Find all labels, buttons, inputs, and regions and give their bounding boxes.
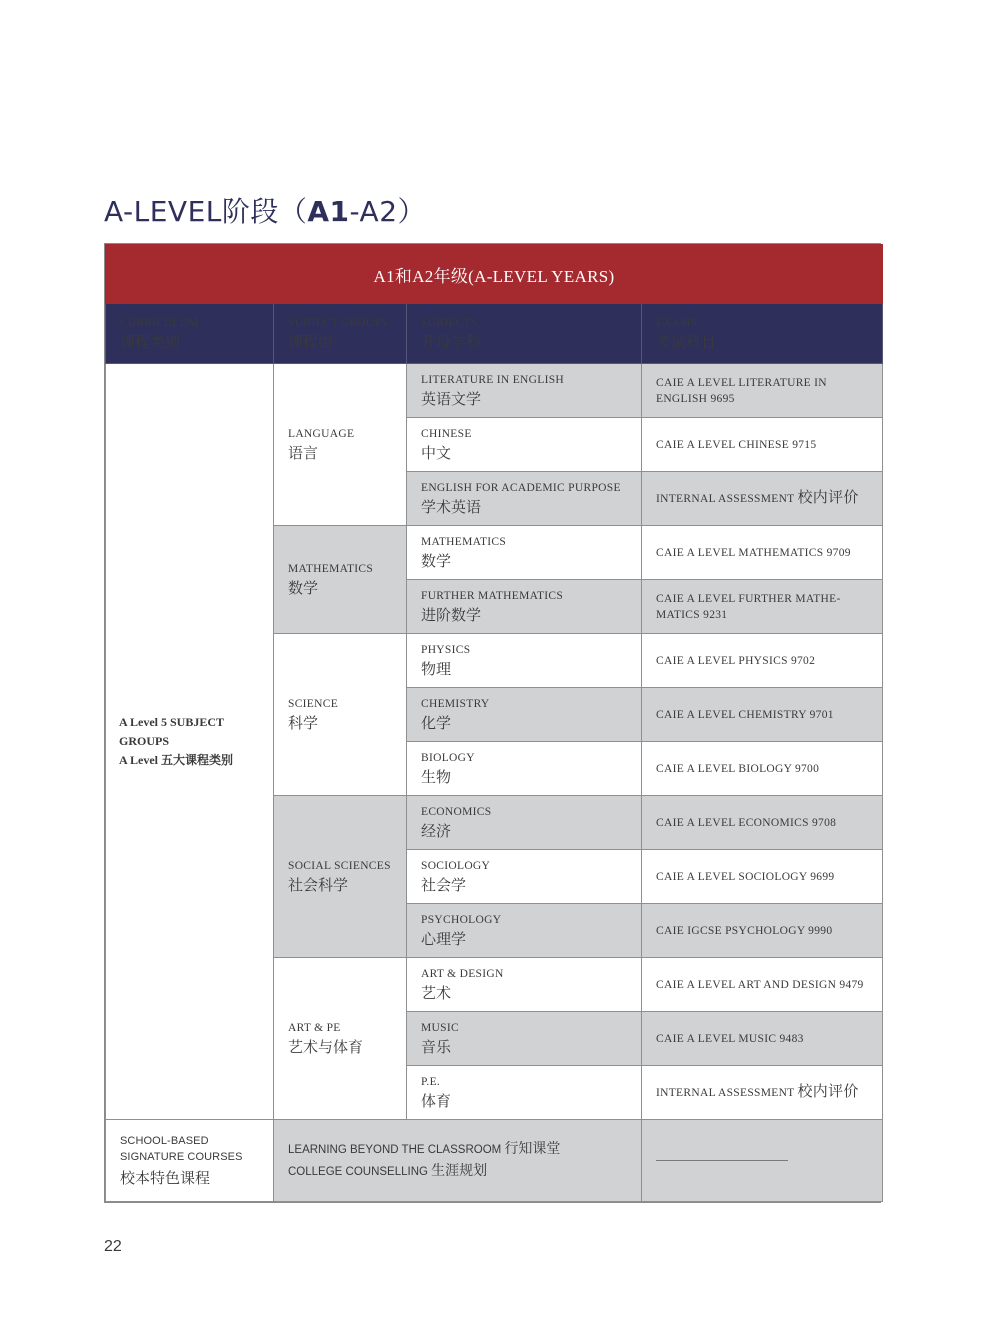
subject-zh: 学术英语: [421, 499, 482, 516]
group-zh: 数学: [288, 580, 319, 597]
table-banner-row: [106, 245, 883, 304]
curriculum-table: [104, 243, 881, 1203]
subject-en: LITERATURE IN ENGLISH: [421, 373, 565, 386]
page-title: [104, 190, 426, 230]
subject-en: PSYCHOLOGY: [421, 913, 502, 926]
subject-zh: 体育: [421, 1093, 452, 1110]
exam-zh: 校内评价: [797, 1084, 859, 1100]
exam-text: CAIE A LEVEL CHEMISTRY 9701: [656, 708, 834, 721]
exam-text: CAIE A LEVEL PHYSICS 9702: [656, 654, 816, 667]
exam-cell: [642, 472, 883, 526]
subject-cell: [407, 1066, 642, 1120]
subject-en: MATHEMATICS: [421, 535, 507, 548]
subject-en: FURTHER MATHEMATICS: [421, 589, 564, 602]
subject-zh: 心理学: [421, 931, 467, 948]
subject-en: PHYSICS: [421, 643, 471, 656]
subject-zh: 音乐: [421, 1039, 452, 1056]
subject-en: CHINESE: [421, 427, 472, 440]
signature-course-en: COLLEGE COUNSELLING: [288, 1165, 428, 1178]
subject-cell: [407, 526, 642, 580]
title-prefix: A-LEVEL阶段（: [104, 195, 308, 228]
subject-cell: [407, 364, 642, 418]
column-header-subjects: [407, 304, 642, 364]
exam-text: INTERNAL ASSESSMENT: [656, 1087, 795, 1099]
group-cell-art-pe: [274, 958, 407, 1120]
exam-cell: [642, 526, 883, 580]
subject-zh: 数学: [421, 553, 452, 570]
exam-cell: [642, 958, 883, 1012]
subject-cell: [407, 418, 642, 472]
subject-cell: [407, 472, 642, 526]
exam-text: CAIE A LEVEL CHINESE 9715: [656, 438, 817, 451]
signature-exam-cell: [642, 1120, 883, 1202]
group-en: ART & PE: [288, 1021, 341, 1034]
page-number: 22: [104, 1238, 122, 1255]
exam-text: CAIE A LEVEL SOCIOLOGY 9699: [656, 870, 835, 883]
column-header-curriculum: [106, 304, 274, 364]
signature-course-item: [288, 1161, 627, 1183]
exam-text: INTERNAL ASSESSMENT: [656, 493, 795, 505]
subject-zh: 艺术: [421, 985, 452, 1002]
subject-cell: [407, 634, 642, 688]
exam-text: CAIE A LEVEL ART AND DESIGN 9479: [656, 978, 864, 991]
signature-curriculum-cell: [106, 1120, 274, 1202]
column-header-row: [106, 304, 883, 364]
header-en: SUBJECT GROUPS: [288, 316, 388, 329]
subject-cell: [407, 1012, 642, 1066]
exam-cell: [642, 580, 883, 634]
subject-en: ECONOMICS: [421, 805, 492, 818]
empty-dash-line: [656, 1160, 788, 1161]
curriculum-line: GROUPS: [119, 734, 170, 748]
exam-cell: [642, 1066, 883, 1120]
header-zh: 开设学科: [421, 334, 482, 351]
subject-cell: [407, 580, 642, 634]
exam-text: CAIE A LEVEL FURTHER MATHE-MATICS 9231: [656, 592, 841, 621]
signature-curriculum-en: SCHOOL-BASED: [120, 1135, 209, 1147]
subject-en: ART & DESIGN: [421, 967, 504, 980]
subject-cell: [407, 904, 642, 958]
header-en: SUBJECTS: [421, 316, 478, 329]
exam-cell: [642, 418, 883, 472]
group-zh: 社会科学: [288, 877, 349, 894]
subject-zh: 社会学: [421, 877, 467, 894]
exam-cell: [642, 1012, 883, 1066]
title-suffix: -A2）: [349, 195, 427, 228]
group-zh: 语言: [288, 445, 319, 462]
exam-cell: [642, 796, 883, 850]
exam-text: CAIE A LEVEL LITERATURE IN ENGLISH 9695: [656, 376, 827, 405]
exam-text: CAIE IGCSE PSYCHOLOGY 9990: [656, 924, 833, 937]
subject-en: SOCIOLOGY: [421, 859, 491, 872]
exam-cell: [642, 634, 883, 688]
exam-cell: [642, 904, 883, 958]
subject-cell: [407, 850, 642, 904]
subject-cell: [407, 688, 642, 742]
curriculum-line: A Level 5 SUBJECT: [119, 715, 225, 729]
subject-cell: [407, 742, 642, 796]
header-en: CURRICULUM: [120, 316, 199, 329]
title-bold: A1: [307, 195, 350, 228]
subject-zh: 化学: [421, 715, 452, 732]
signature-course-zh: 生涯规划: [431, 1163, 488, 1179]
table-row: [106, 364, 883, 418]
header-zh: 考试科目: [656, 334, 717, 351]
exam-text: CAIE A LEVEL BIOLOGY 9700: [656, 762, 820, 775]
table-banner: A1和A2年级(A-LEVEL YEARS): [106, 245, 883, 304]
group-cell-science: [274, 634, 407, 796]
group-zh: 科学: [288, 715, 319, 732]
signature-courses-row: [106, 1120, 883, 1202]
subject-cell: [407, 958, 642, 1012]
group-en: MATHEMATICS: [288, 562, 374, 575]
column-header-subject-groups: [274, 304, 407, 364]
subject-zh: 进阶数学: [421, 607, 482, 624]
exam-cell: [642, 742, 883, 796]
curriculum-label: [119, 713, 259, 770]
subject-cell: [407, 796, 642, 850]
header-zh: 课程组: [288, 334, 334, 351]
subject-zh: 经济: [421, 823, 452, 840]
signature-course-en: LEARNING BEYOND THE CLASSROOM: [288, 1143, 502, 1156]
curriculum-cell: [106, 364, 274, 1120]
subject-en: CHEMISTRY: [421, 697, 490, 710]
signature-curriculum-en: SIGNATURE COURSES: [120, 1151, 243, 1163]
exam-text: CAIE A LEVEL ECONOMICS 9708: [656, 816, 837, 829]
subject-en: ENGLISH FOR ACADEMIC PURPOSE: [421, 481, 621, 494]
subject-zh: 生物: [421, 769, 452, 786]
signature-courses-cell: [274, 1120, 642, 1202]
signature-course-zh: 行知课堂: [504, 1141, 561, 1157]
group-cell-social-sciences: [274, 796, 407, 958]
exam-cell: [642, 688, 883, 742]
exam-text: CAIE A LEVEL MUSIC 9483: [656, 1032, 804, 1045]
subject-en: P.E.: [421, 1075, 441, 1088]
signature-curriculum-zh: 校本特色课程: [120, 1171, 211, 1187]
curriculum-line: A Level 五大课程类别: [119, 753, 233, 767]
group-en: SCIENCE: [288, 697, 339, 710]
subject-zh: 英语文学: [421, 391, 482, 408]
group-cell-language: [274, 364, 407, 526]
group-cell-mathematics: [274, 526, 407, 634]
exam-zh: 校内评价: [797, 490, 859, 506]
signature-course-item: [288, 1139, 627, 1161]
exam-cell: [642, 364, 883, 418]
exam-text: CAIE A LEVEL MATHEMATICS 9709: [656, 546, 851, 559]
header-zh: 课程类别: [120, 334, 181, 351]
group-en: LANGUAGE: [288, 427, 355, 440]
subject-zh: 物理: [421, 661, 452, 678]
subject-en: MUSIC: [421, 1021, 459, 1034]
subject-en: BIOLOGY: [421, 751, 475, 764]
subject-zh: 中文: [421, 445, 452, 462]
exam-cell: [642, 850, 883, 904]
header-en: EXAMS: [656, 316, 698, 329]
group-zh: 艺术与体育: [288, 1039, 364, 1056]
group-en: SOCIAL SCIENCES: [288, 859, 391, 872]
column-header-exams: [642, 304, 883, 364]
